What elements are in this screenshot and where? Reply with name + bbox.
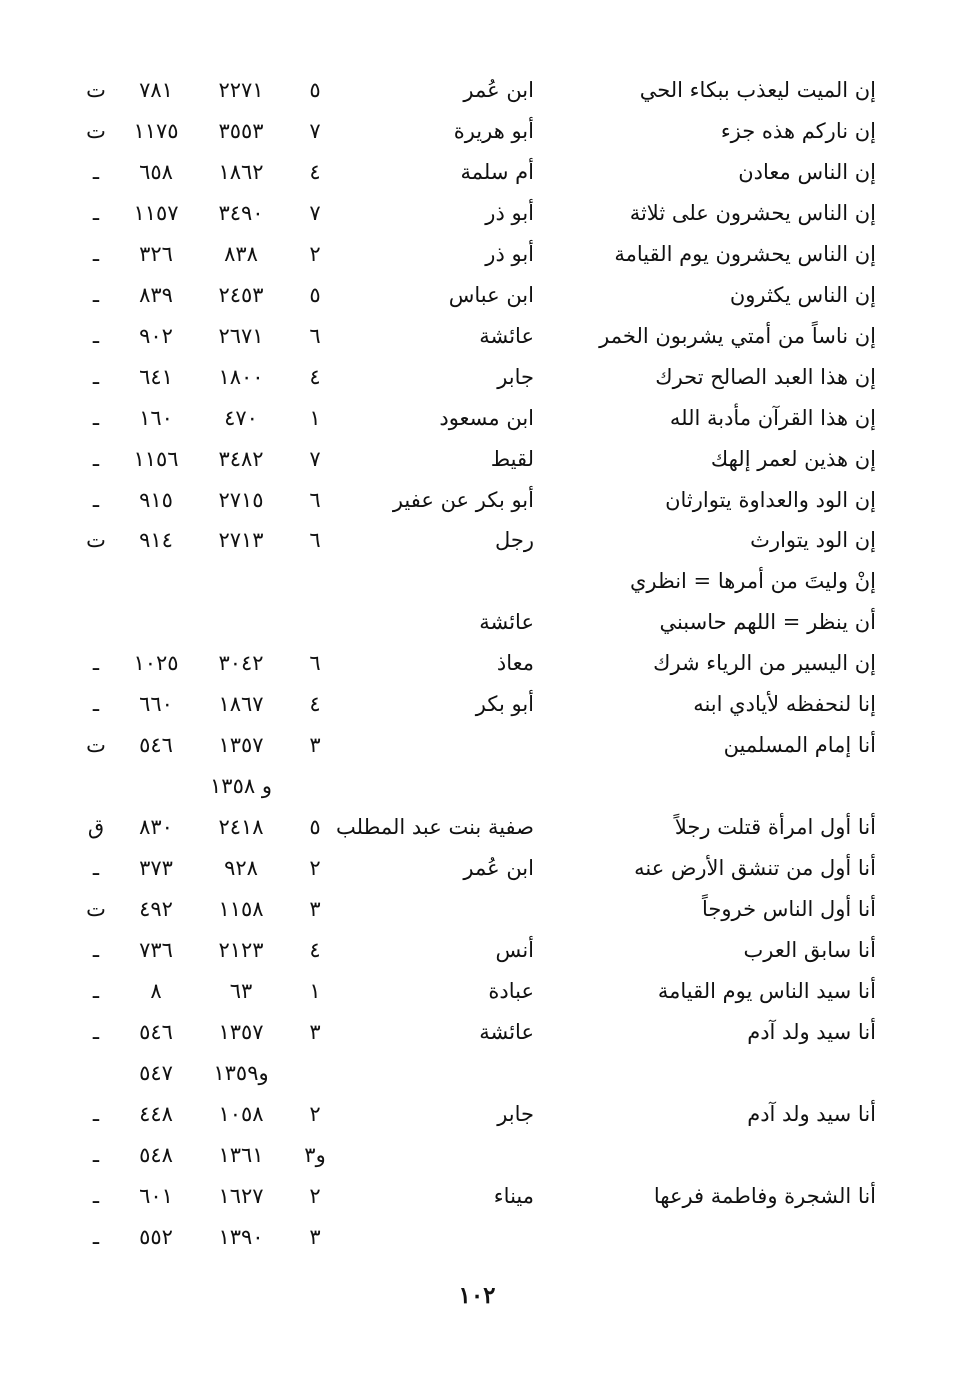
narrator: عائشة <box>479 610 534 635</box>
narrator <box>314 889 534 930</box>
grade-mark: ـ <box>92 1142 100 1167</box>
page-reference: ١١٥٧ <box>133 200 179 225</box>
hadith-number: ٩٢٨ <box>224 856 258 881</box>
narrator <box>314 725 534 766</box>
page-reference: ٥٤٨ <box>139 1142 173 1167</box>
hadith-number: ١٨٦٢ <box>218 159 264 184</box>
hadith-number: ٢٢٧١ <box>218 78 264 102</box>
hadith-text: إن الناس يكثرون <box>729 282 876 307</box>
hadith-number: ٣٠٤٢ <box>218 651 264 676</box>
hadith-text: إن الناس معادن <box>738 159 876 184</box>
grade-mark <box>72 1053 120 1094</box>
table-row <box>0 152 954 193</box>
page-reference: ٥٤٦ <box>139 1019 173 1044</box>
narrator: لقيط <box>490 446 534 471</box>
grade-mark: ـ <box>92 856 100 881</box>
volume-number: ٧ <box>309 200 321 225</box>
grade-mark: ـ <box>92 1183 100 1208</box>
hadith-number: و ١٣٥٨ <box>210 774 272 799</box>
table-row <box>0 971 954 1012</box>
table-row <box>0 930 954 971</box>
volume-number: ٥ <box>309 78 321 102</box>
table-row <box>0 193 954 234</box>
hadith-text: إن هذين لعمر إلهك <box>710 446 876 471</box>
volume-number: ٦ <box>309 487 321 512</box>
narrator: عائشة <box>479 323 534 348</box>
table-row <box>0 316 954 357</box>
page-reference: ١١٥٦ <box>133 446 179 471</box>
hadith-text: إن هذا العبد الصالح تحرك <box>655 364 876 389</box>
grade-mark: ـ <box>92 978 100 1003</box>
volume-number: ٢ <box>309 1101 321 1126</box>
table-row <box>0 234 954 275</box>
narrator: معاذ <box>496 651 534 676</box>
table-row <box>0 520 954 561</box>
grade-mark: ـ <box>92 1101 100 1126</box>
grade-mark: ت <box>86 118 106 143</box>
narrator: أبو ذر <box>485 200 534 225</box>
volume-number: ٤ <box>309 937 321 962</box>
narrator <box>314 1135 534 1176</box>
narrator: ابن عُمر <box>463 856 534 881</box>
hadith-text: إن الود والعداوة يتوارثان <box>665 487 876 512</box>
page-reference: ٩٠٢ <box>139 323 173 348</box>
volume-number: ٢ <box>309 1183 321 1208</box>
page-reference: ٦٦٠ <box>139 692 173 717</box>
volume-number: ٦ <box>309 323 321 348</box>
narrator <box>314 561 534 602</box>
page-reference: ٥٥٢ <box>139 1224 173 1249</box>
hadith-text: إنْ وليتَ من أمرها = انظري <box>629 569 876 594</box>
page-reference <box>116 766 196 807</box>
hadith-text: إن اليسير من الرياء شرك <box>653 651 876 676</box>
page-reference: ٩١٤ <box>139 528 173 553</box>
narrator: ابن عباس <box>448 282 534 307</box>
volume-number: ٧ <box>309 446 321 471</box>
hadith-text: إنا لنحفظه لأيادي ابنه <box>693 692 876 717</box>
page-reference: ٥٤٦ <box>139 733 173 758</box>
hadith-number <box>196 561 286 602</box>
page-reference: ٨ <box>150 978 162 1003</box>
page-reference: ٣٧٣ <box>139 856 173 881</box>
page-reference: ٤٩٢ <box>139 897 173 921</box>
narrator <box>314 766 534 807</box>
grade-mark <box>72 561 120 602</box>
table-row <box>0 111 954 152</box>
hadith-number: ٨٣٨ <box>224 241 258 266</box>
volume-number: ٢ <box>309 856 321 881</box>
page-reference: ١١٧٥ <box>133 118 179 143</box>
volume-number <box>295 1053 335 1094</box>
page-reference: ٦٠١ <box>139 1183 173 1208</box>
table-row <box>0 807 954 848</box>
hadith-number: ١٨٠٠ <box>218 364 264 389</box>
hadith-text: إن الود يتوارث <box>750 528 876 553</box>
volume-number: ١ <box>309 405 321 430</box>
hadith-text: أنا سابق العرب <box>743 937 876 962</box>
page-reference: ٦٥٨ <box>139 159 173 184</box>
narrator: جابر <box>497 1101 534 1126</box>
table-row <box>0 889 954 930</box>
table-row <box>0 1176 954 1217</box>
table-row <box>0 1053 954 1094</box>
table-row <box>0 725 954 766</box>
hadith-text: أن ينظر = اللهم حاسبني <box>659 610 876 635</box>
hadith-number: ١٦٢٧ <box>218 1183 264 1208</box>
table-row <box>0 766 954 807</box>
volume-number: ٧ <box>309 118 321 143</box>
hadith-text: إن هذا القرآن مأدبة الله <box>669 405 876 430</box>
grade-mark <box>72 766 120 807</box>
hadith-text: إن الميت ليعذب ببكاء الحي <box>639 78 876 102</box>
table-row <box>0 70 954 111</box>
hadith-number: و١٣٥٩ <box>213 1060 269 1085</box>
hadith-number: ٦٣ <box>229 978 253 1003</box>
narrator: عبادة <box>488 978 534 1003</box>
hadith-text: أنا سيد الناس يوم القيامة <box>657 978 876 1003</box>
page-reference <box>116 602 196 643</box>
grade-mark <box>72 602 120 643</box>
hadith-text: أنا أول الناس خروجاً <box>701 897 876 921</box>
hadith-number: ٣٥٥٣ <box>218 118 264 143</box>
hadith-text: إن ناساً من أمتي يشربون الخمر <box>599 323 876 348</box>
hadith-number: ٤٧٠ <box>224 405 258 430</box>
grade-mark: ـ <box>92 159 100 184</box>
table-row <box>0 643 954 684</box>
grade-mark: ت <box>86 733 106 758</box>
narrator: ابن عُمر <box>463 78 534 102</box>
volume-number: ٣ <box>309 1224 321 1249</box>
hadith-text: أنا أول امرأة قتلت رجلاً <box>674 815 876 840</box>
grade-mark: ـ <box>92 323 100 348</box>
page-reference: ١٠٢٥ <box>133 651 179 676</box>
hadith-text <box>576 1217 876 1258</box>
volume-number: و٣ <box>304 1142 326 1167</box>
narrator: رجل <box>494 528 534 553</box>
table-row <box>0 848 954 889</box>
hadith-number: ٢٧١٣ <box>218 528 264 553</box>
hadith-text: أنا إمام المسلمين <box>723 733 876 758</box>
grade-mark: ق <box>87 815 105 840</box>
volume-number: ٦ <box>309 651 321 676</box>
hadith-number <box>196 602 286 643</box>
grade-mark: ـ <box>92 282 100 307</box>
page-reference: ٥٤٧ <box>139 1060 173 1085</box>
narrator: جابر <box>497 364 534 389</box>
grade-mark: ـ <box>92 446 100 471</box>
hadith-text: أنا أول من تنشق الأرض عنه <box>634 856 876 881</box>
grade-mark: ـ <box>92 1224 100 1249</box>
page-number: ١٠٢ <box>458 1282 496 1309</box>
narrator: صفية بنت عبد المطلب <box>336 815 534 840</box>
narrator: أبو ذر <box>485 241 534 266</box>
page-reference: ١٦٠ <box>139 405 173 430</box>
hadith-number: ١٣٥٧ <box>218 1019 264 1044</box>
volume-number: ٣ <box>309 1019 321 1044</box>
hadith-text: أنا الشجرة وفاطمة فرعها <box>653 1183 876 1208</box>
volume-number: ٣ <box>309 733 321 758</box>
narrator: أبو هريرة <box>453 118 534 143</box>
grade-mark: ـ <box>92 937 100 962</box>
hadith-text: إن ناركم هذه جزء <box>720 118 876 143</box>
grade-mark: ت <box>86 78 106 102</box>
hadith-number: ٢٧١٥ <box>218 487 264 512</box>
page-reference: ٨٣٩ <box>139 282 173 307</box>
narrator: أبو بكر عن عفير <box>392 487 534 512</box>
volume-number: ٢ <box>309 241 321 266</box>
hadith-number: ٢٤١٨ <box>218 815 264 840</box>
hadith-text <box>576 1053 876 1094</box>
table-row <box>0 439 954 480</box>
table-row <box>0 1012 954 1053</box>
narrator: ابن مسعود <box>439 405 534 430</box>
hadith-text <box>576 766 876 807</box>
page-reference: ٧٣٦ <box>139 937 173 962</box>
hadith-text <box>576 1135 876 1176</box>
hadith-number: ٣٤٩٠ <box>218 200 264 225</box>
hadith-number: ٢٦٧١ <box>218 323 264 348</box>
volume-number <box>295 561 335 602</box>
narrator: أبو بكر <box>475 692 534 717</box>
volume-number: ٦ <box>309 528 321 553</box>
volume-number: ٤ <box>309 159 321 184</box>
volume-number: ٤ <box>309 692 321 717</box>
table-row <box>0 357 954 398</box>
hadith-number: ١٠٥٨ <box>218 1101 264 1126</box>
volume-number <box>295 602 335 643</box>
hadith-text: إن الناس يحشرون يوم القيامة <box>614 241 876 266</box>
table-row <box>0 1135 954 1176</box>
grade-mark: ـ <box>92 692 100 717</box>
grade-mark: ت <box>86 897 106 921</box>
volume-number: ٥ <box>309 815 321 840</box>
hadith-number: ١٣٩٠ <box>218 1224 264 1249</box>
hadith-number: ٢١٢٣ <box>218 937 264 962</box>
page-reference: ٧٨١ <box>139 78 173 102</box>
volume-number: ٥ <box>309 282 321 307</box>
table-row <box>0 561 954 602</box>
page-reference: ٦٤١ <box>139 364 173 389</box>
volume-number: ٣ <box>309 897 321 921</box>
page-reference: ٤٤٨ <box>139 1101 173 1126</box>
page-reference: ٣٢٦ <box>139 241 173 266</box>
volume-number <box>295 766 335 807</box>
grade-mark: ت <box>86 528 106 553</box>
narrator: ميناء <box>493 1183 534 1208</box>
grade-mark: ـ <box>92 405 100 430</box>
volume-number: ٤ <box>309 364 321 389</box>
table-row <box>0 1217 954 1258</box>
narrator: أنس <box>495 937 534 962</box>
narrator <box>314 1053 534 1094</box>
hadith-number: ١٣٥٧ <box>218 733 264 758</box>
volume-number: ١ <box>309 978 321 1003</box>
page-reference: ٨٣٠ <box>139 815 173 840</box>
grade-mark: ـ <box>92 241 100 266</box>
page-reference: ٩١٥ <box>139 487 173 512</box>
narrator <box>314 1217 534 1258</box>
table-row <box>0 684 954 725</box>
hadith-number: ٣٤٨٢ <box>218 446 264 471</box>
table-row <box>0 398 954 439</box>
hadith-number: ١٨٦٧ <box>218 692 264 717</box>
grade-mark: ـ <box>92 1019 100 1044</box>
hadith-number: ١١٥٨ <box>218 897 264 921</box>
narrator: عائشة <box>479 1019 534 1044</box>
hadith-number: ١٣٦١ <box>218 1142 264 1167</box>
narrator: أم سلمة <box>460 159 534 184</box>
grade-mark: ـ <box>92 651 100 676</box>
table-row <box>0 602 954 643</box>
page-reference <box>116 561 196 602</box>
hadith-text: إن الناس يحشرون على ثلاثة <box>629 200 876 225</box>
table-row <box>0 275 954 316</box>
hadith-text: أنا سيد ولد آدم <box>747 1019 876 1044</box>
hadith-text: أنا سيد ولد آدم <box>747 1101 876 1126</box>
grade-mark: ـ <box>92 487 100 512</box>
grade-mark: ـ <box>92 364 100 389</box>
grade-mark: ـ <box>92 200 100 225</box>
table-row <box>0 480 954 521</box>
hadith-number: ٢٤٥٣ <box>218 282 264 307</box>
table-row <box>0 1094 954 1135</box>
